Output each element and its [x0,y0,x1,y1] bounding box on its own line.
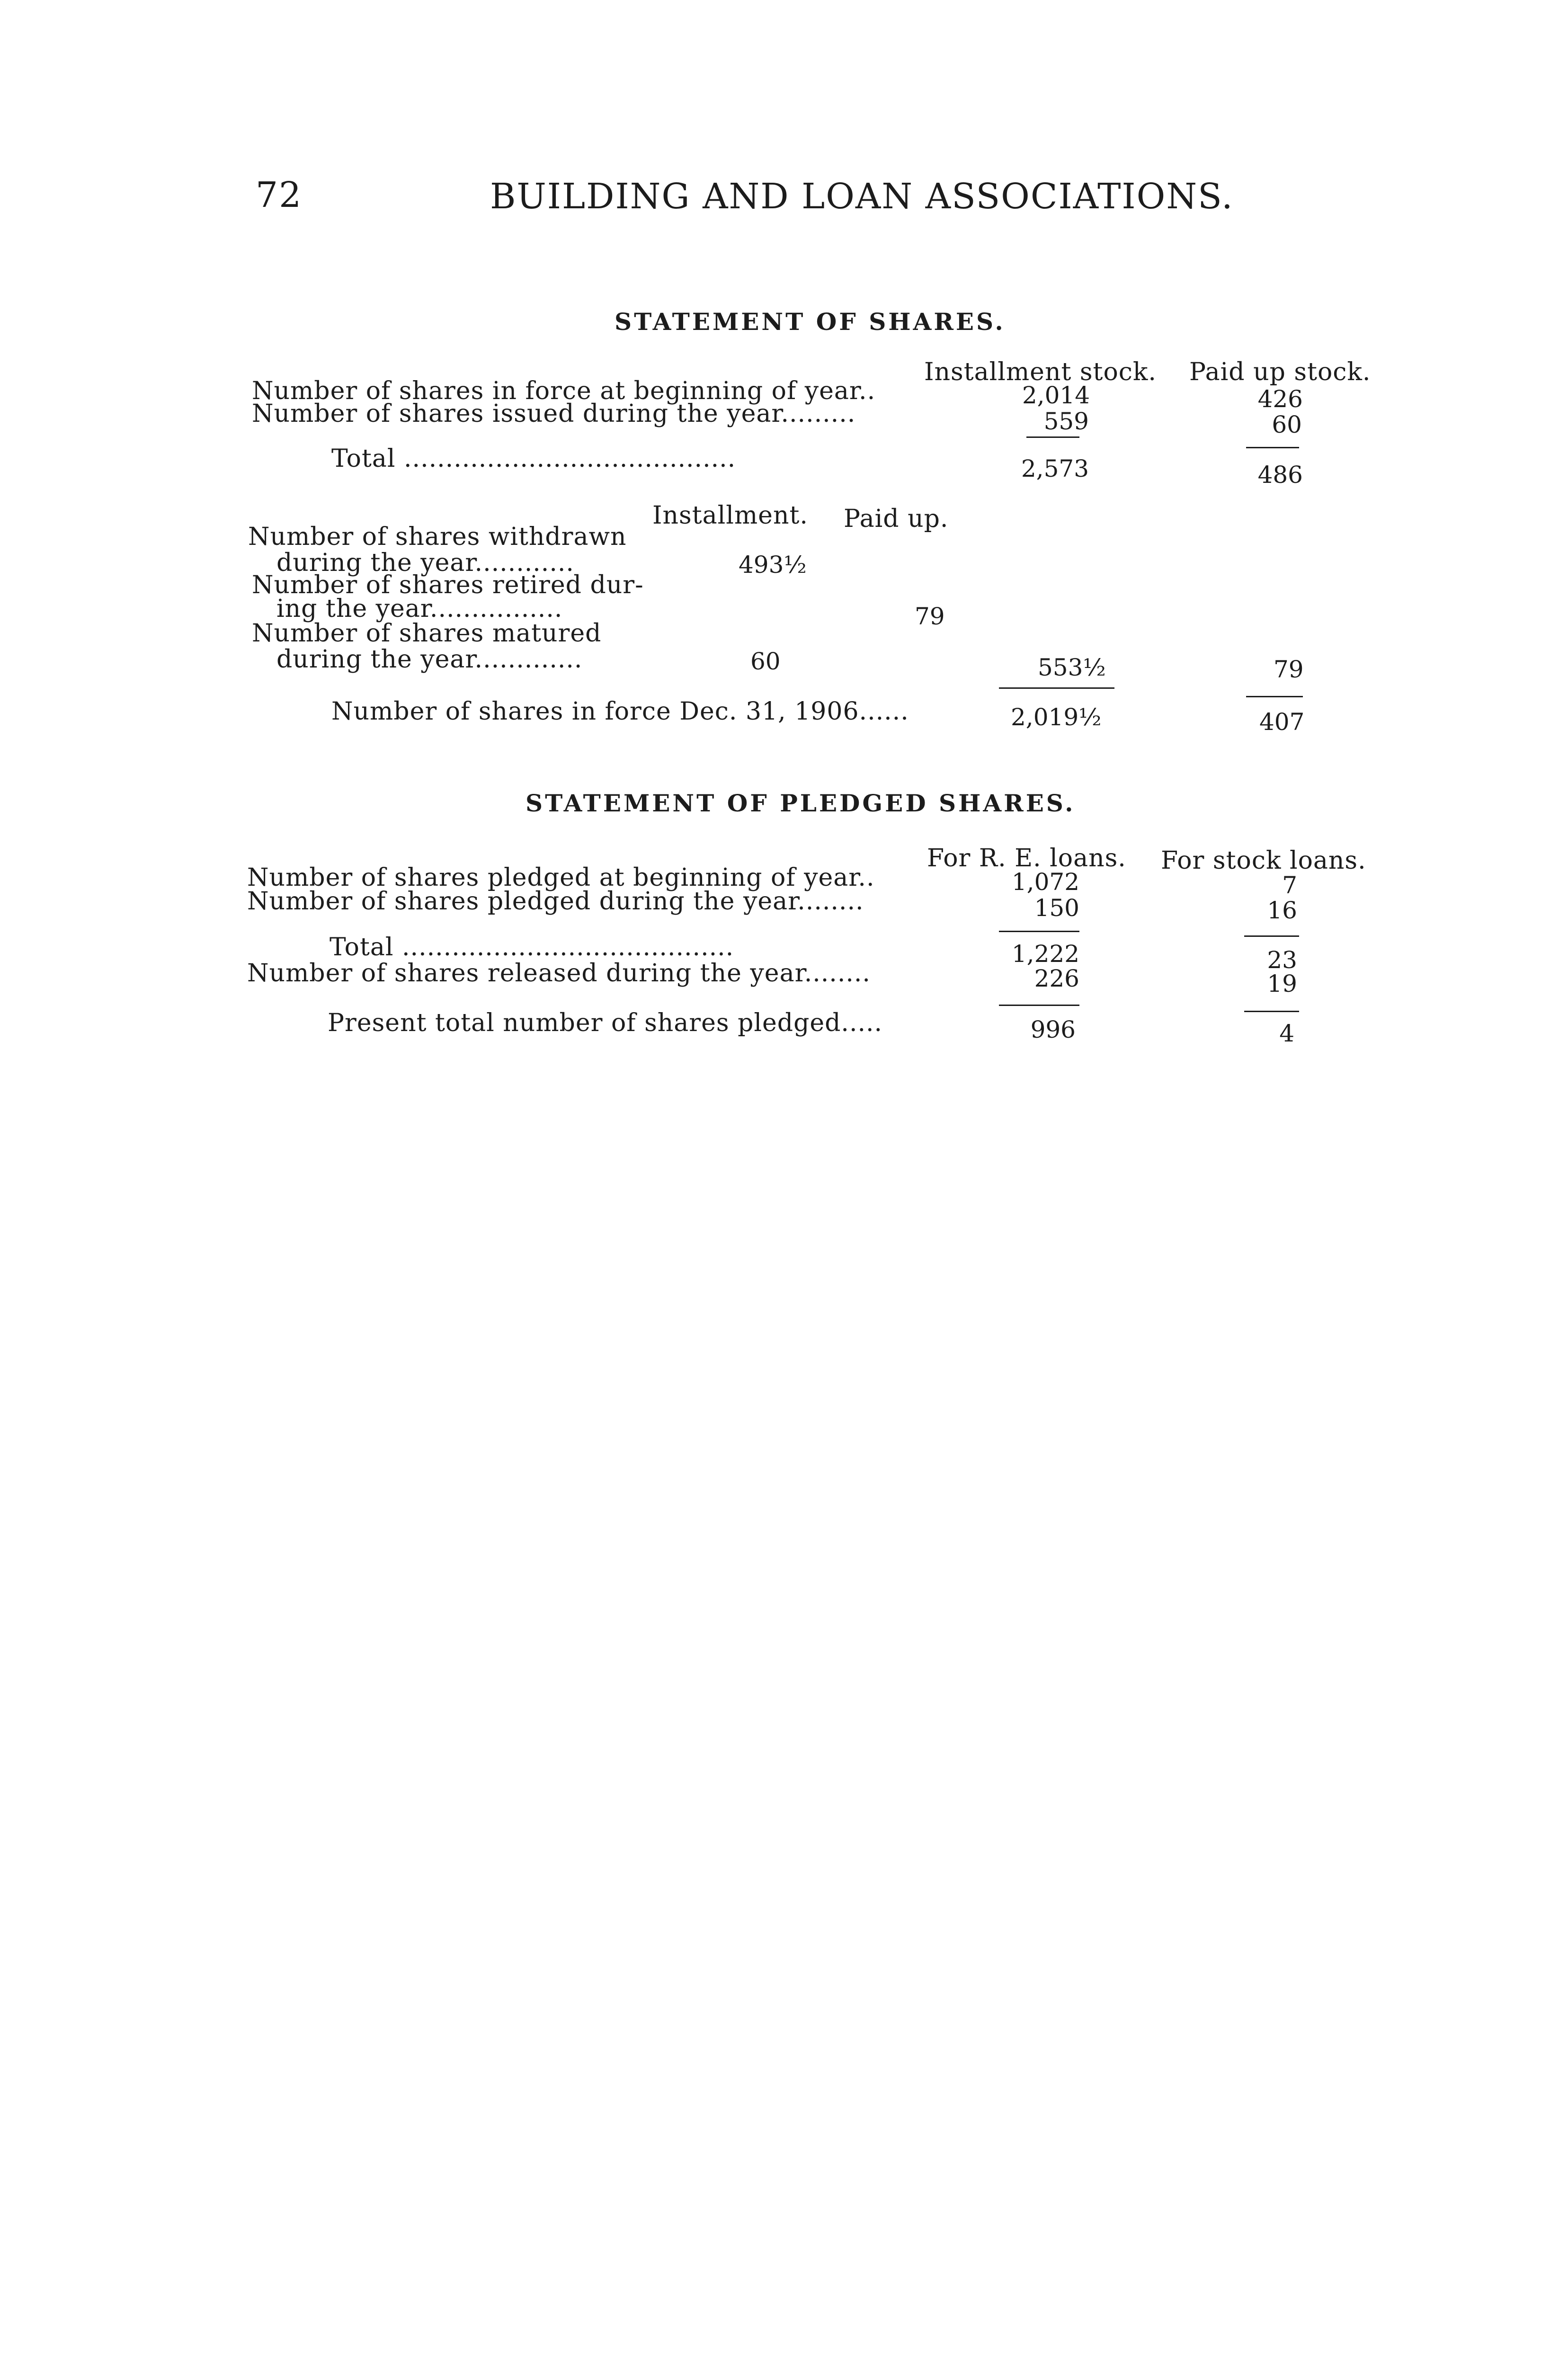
in-force-rule-installment [999,687,1114,689]
pledged-row-total-re: 1,222 [1011,940,1079,968]
pledged-row-total-label: Total ........................................ [330,933,734,961]
pledged-section-title: STATEMENT OF PLEDGED SHARES. [526,789,1076,817]
shares-row-total-installment: 2,573 [1021,455,1089,482]
pledged-row-during-label: Number of shares pledged during the year........ [247,887,864,916]
retired-label-line-1: Number of shares retired dur- [252,571,644,599]
pledged-present-rule-stock [1244,1011,1299,1012]
shares-row-beginning-installment: 2,014 [1022,382,1090,409]
sub-col-header-installment: Installment. [652,501,808,530]
withdrawn-label-line-2: during the year............ [276,549,574,577]
pledged-total-rule-stock [1244,935,1299,937]
matured-installment: 60 [750,648,781,675]
pledged-row-released-re: 226 [1034,965,1079,992]
retired-label-line-2: ing the year................ [276,595,563,623]
pledged-row-during-stock: 16 [1267,897,1297,924]
pledged-row-present-re: 996 [1030,1016,1076,1043]
pledged-row-beginning-stock: 7 [1282,872,1297,899]
page-number: 72 [256,175,303,215]
shares-total-rule-installment [1026,436,1079,438]
in-force-paid-up: 407 [1259,708,1305,736]
col-header-stock-loans: For stock loans. [1161,846,1366,875]
in-force-label: Number of shares in force Dec. 31, 1906...... [331,697,909,726]
pledged-total-rule-re [999,931,1079,932]
running-title: BUILDING AND LOAN ASSOCIATIONS. [490,176,1234,217]
in-force-installment: 2,019½ [1011,703,1102,731]
shares-row-issued-paid-up: 60 [1272,411,1302,438]
col-header-paid-up-stock: Paid up stock. [1189,358,1371,386]
retired-paid-up: 79 [915,603,945,630]
sub-col-header-paid-up: Paid up. [844,505,949,533]
matured-label-line-1: Number of shares matured [252,619,602,648]
pledged-row-present-stock: 4 [1279,1020,1294,1047]
pledged-row-total-stock: 23 [1267,946,1297,974]
pledged-present-rule-re [999,1005,1079,1006]
col-header-re-loans: For R. E. loans. [927,844,1126,872]
pledged-row-present-label: Present total number of shares pledged..... [328,1009,883,1037]
pledged-row-beginning-re: 1,072 [1011,868,1079,896]
pledged-row-released-stock: 19 [1267,970,1297,997]
shares-row-issued-label: Number of shares issued during the year......... [252,400,856,428]
shares-total-rule-paid-up [1246,447,1299,448]
matured-label-line-2: during the year............. [276,645,583,674]
shares-row-total-paid-up: 486 [1257,461,1303,489]
shares-section-title: STATEMENT OF SHARES. [615,308,1006,336]
withdrawn-total-installment: 553½ [1038,654,1106,681]
shares-row-beginning-label: Number of shares in force at beginning of year.. [252,377,876,405]
withdrawn-total-paid-up: 79 [1274,656,1304,683]
shares-row-beginning-paid-up: 426 [1257,385,1303,413]
shares-row-total-label: Total ........................................ [331,445,736,473]
col-header-installment-stock: Installment stock. [924,358,1157,386]
pledged-row-during-re: 150 [1034,894,1079,922]
pledged-row-beginning-label: Number of shares pledged at beginning of year.. [247,863,875,892]
pledged-row-released-label: Number of shares released during the year........ [247,959,871,988]
shares-row-issued-installment: 559 [1043,408,1089,435]
withdrawn-installment: 493½ [739,551,807,578]
in-force-rule-paid-up [1246,696,1303,697]
withdrawn-label-line-1: Number of shares withdrawn [248,523,627,551]
